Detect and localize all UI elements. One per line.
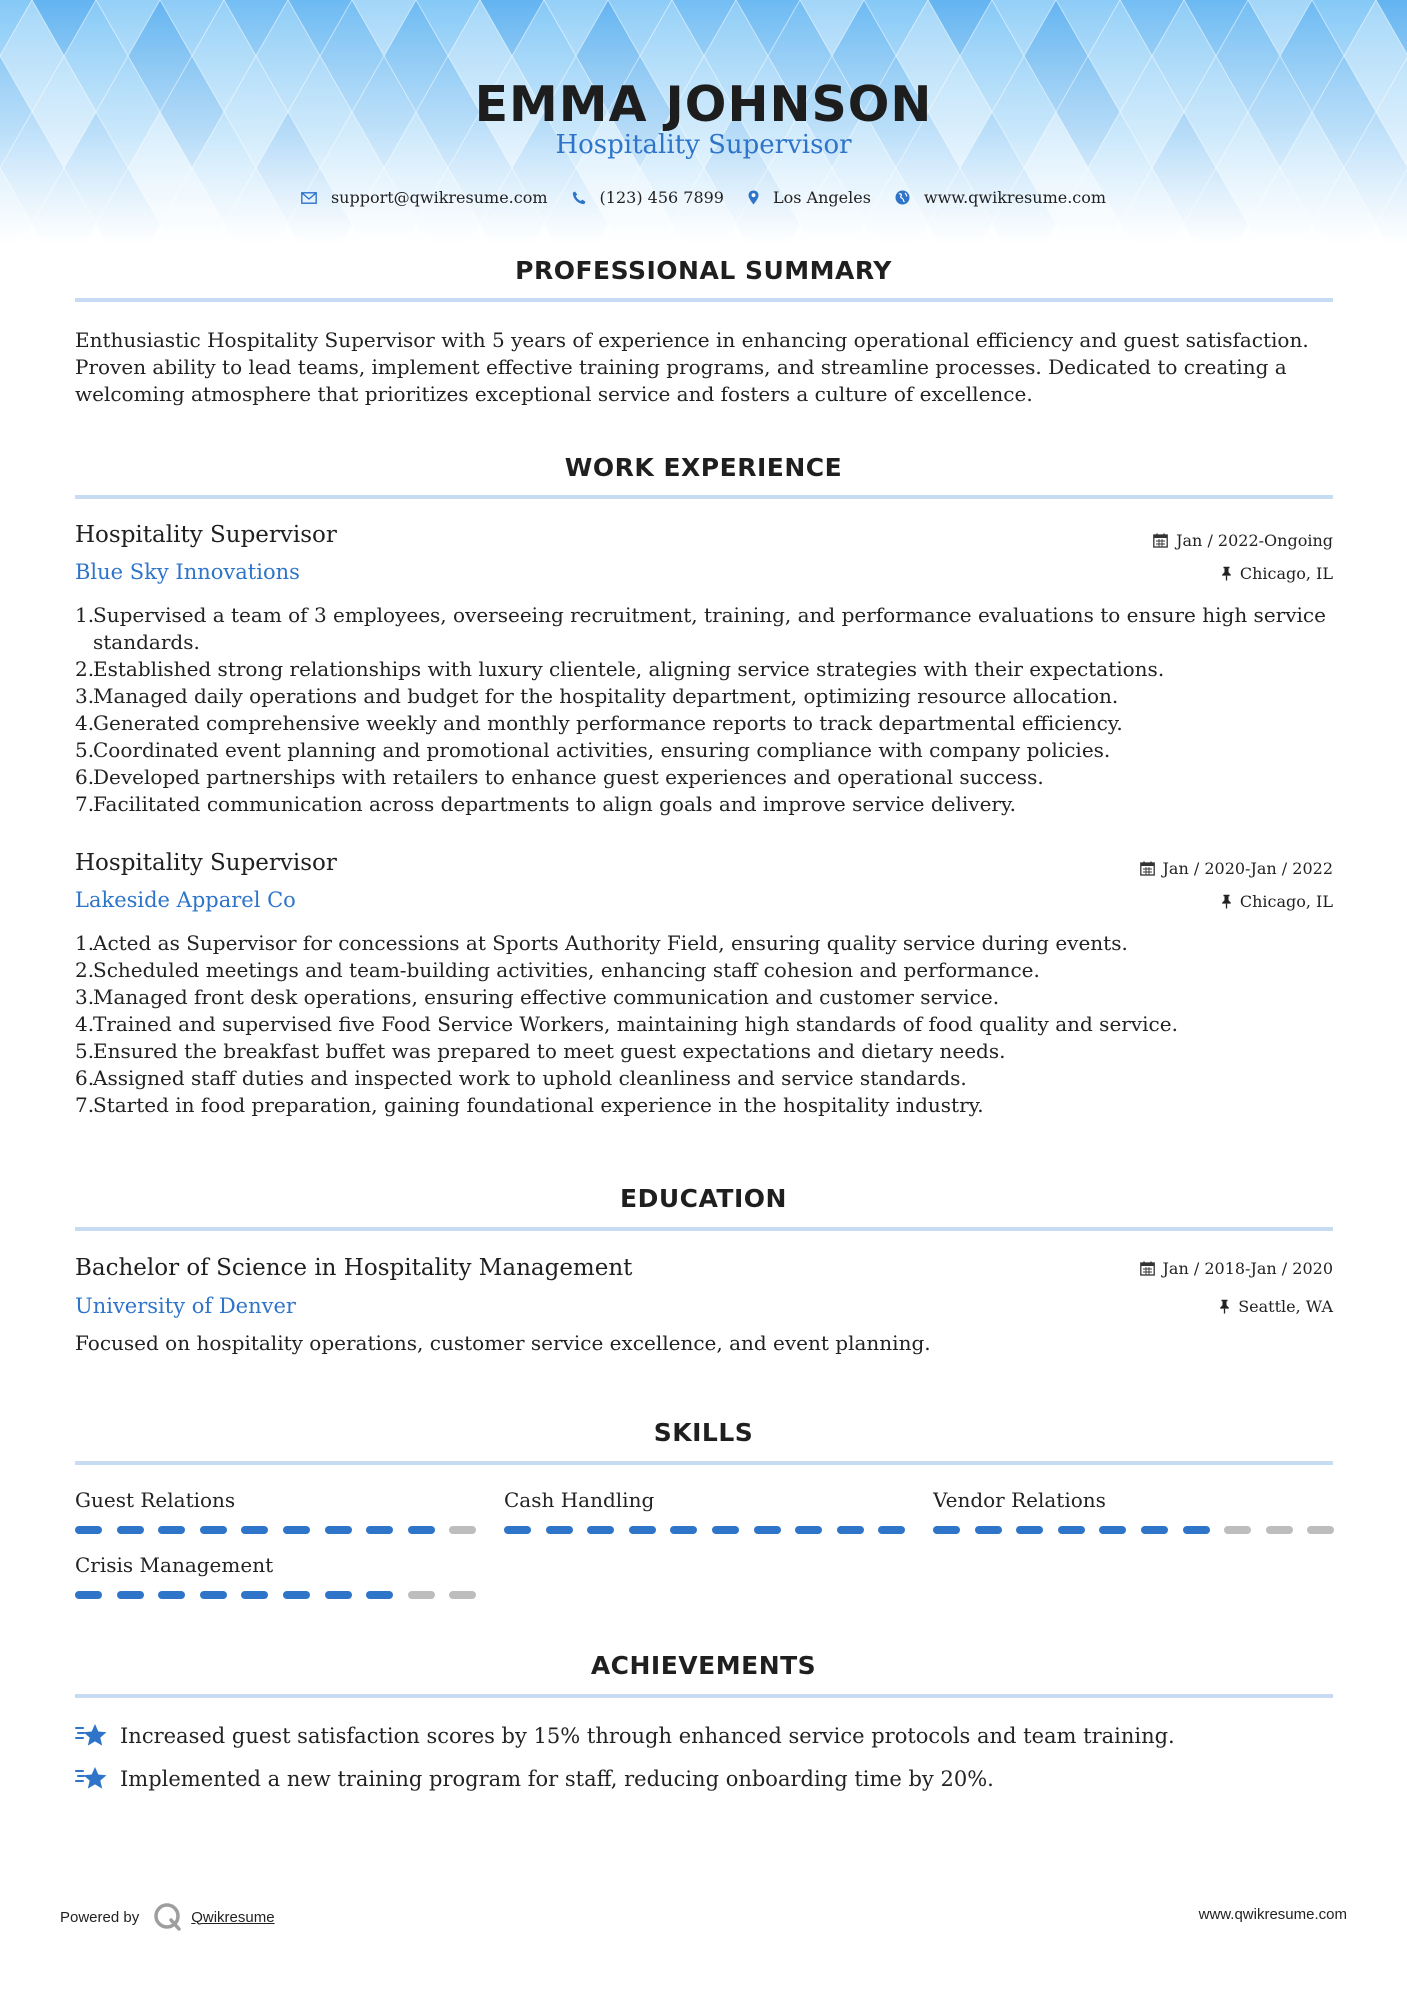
brand-link[interactable]: Qwikresume [191, 1908, 275, 1926]
achievement-text: Implemented a new training program for staff, reducing onboarding time by 20%. [120, 1767, 994, 1791]
pushpin-icon [1219, 1299, 1230, 1314]
skill-dash-filled [408, 1526, 435, 1534]
skill-dash-filled [241, 1591, 268, 1599]
globe-icon [895, 190, 910, 205]
skill-dash-filled [158, 1526, 185, 1534]
skill-dash-filled [75, 1591, 102, 1599]
summary-text: Enthusiastic Hospitality Supervisor with 5 years of experience in enhancing operational efficiency and guest satisfaction. Proven ability to lead teams, implement effective training programs, and streamline processes. Dedicated to creating a welcoming atmosphere that prioritizes exceptional service and fosters a culture of excellence. [75, 328, 1309, 406]
education-description: Focused on hospitality operations, customer service excellence, and event planning. [75, 1331, 931, 1355]
skill-dash-filled [587, 1526, 614, 1534]
achievements-divider [75, 1694, 1333, 1698]
skill-dash-filled [117, 1591, 144, 1599]
job-dates-text: Jan / 2020-Jan / 2022 [1162, 859, 1333, 878]
list-item: 3. Managed daily operations and budget for the hospitality department, optimizing resource allocation. [75, 684, 1119, 708]
job-dates [1140, 859, 1333, 878]
list-item: 1. Acted as Supervisor for concessions at Sports Authority Field, ensuring quality service during events. [75, 931, 1128, 955]
list-item: 3. Managed front desk operations, ensuring effective communication and customer service. [75, 985, 1000, 1009]
degree-title: Bachelor of Science in Hospitality Management [75, 1255, 633, 1281]
list-item: 6. Developed partnerships with retailers to enhance guest experiences and operational success. [75, 765, 1044, 789]
skill-dash-filled [670, 1526, 697, 1534]
list-item: 6. Assigned staff duties and inspected work to uphold cleanliness and service standards. [75, 1066, 967, 1090]
skill-dash-filled [1099, 1526, 1126, 1534]
skill-dash-filled [283, 1591, 310, 1599]
summary-divider [75, 298, 1333, 302]
education-divider [75, 1227, 1333, 1231]
phone-text: (123) 456 7899 [599, 188, 724, 207]
skill-dash-filled [241, 1526, 268, 1534]
skill-rating-bar [75, 1526, 491, 1534]
contact-location [748, 188, 871, 207]
skill-label: Crisis Management [75, 1553, 274, 1577]
achievement-item [75, 1722, 1175, 1750]
skill-dash-filled [878, 1526, 905, 1534]
list-item: 1. Supervised a team of 3 employees, overseeing recruitment, training, and performance evaluations to ensure high service standards. [75, 603, 1326, 654]
skill-rating-bar [504, 1526, 920, 1534]
skill-dash-empty [1224, 1526, 1251, 1534]
skill-dash-empty [1307, 1526, 1334, 1534]
skill-rating-bar [933, 1526, 1349, 1534]
skill-dash-filled [837, 1526, 864, 1534]
job-location [1221, 892, 1333, 911]
skill-label: Guest Relations [75, 1488, 236, 1512]
skill-dash-filled [366, 1526, 393, 1534]
education-location-text: Seattle, WA [1238, 1297, 1333, 1316]
skill-dash-filled [754, 1526, 781, 1534]
company-name: Blue Sky Innovations [75, 560, 300, 584]
skill-dash-empty [1266, 1526, 1293, 1534]
pushpin-icon [1221, 566, 1232, 581]
skills-heading: SKILLS [653, 1418, 754, 1447]
star-icon [75, 1722, 108, 1750]
achievement-item [75, 1765, 994, 1793]
contact-email[interactable] [301, 188, 548, 207]
envelope-icon [301, 192, 317, 204]
skill-rating-bar [75, 1591, 491, 1599]
website-text: www.qwikresume.com [923, 188, 1107, 207]
list-item: 2. Established strong relationships with luxury clientele, aligning service strategies with their expectations. [75, 657, 1165, 681]
skill-dash-filled [158, 1591, 185, 1599]
job-location-text: Chicago, IL [1239, 564, 1333, 583]
achievements-heading: ACHIEVEMENTS [590, 1651, 817, 1680]
skill-dash-empty [449, 1591, 476, 1599]
job-dates [1153, 531, 1333, 550]
achievement-text: Increased guest satisfaction scores by 15% through enhanced service protocols and team training. [120, 1724, 1175, 1748]
calendar-icon [1153, 533, 1168, 548]
list-item: 5. Coordinated event planning and promotional activities, ensuring compliance with company policies. [75, 738, 1111, 762]
job-bullets [75, 930, 1337, 1119]
footer-site[interactable]: www.qwikresume.com [1198, 1906, 1347, 1923]
skill-dash-filled [325, 1526, 352, 1534]
education-dates-text: Jan / 2018-Jan / 2020 [1162, 1259, 1333, 1278]
skill-dash-filled [117, 1526, 144, 1534]
experience-heading: WORK EXPERIENCE [564, 453, 843, 482]
skill-dash-filled [1183, 1526, 1210, 1534]
skill-dash-filled [1058, 1526, 1085, 1534]
job-title: Hospitality Supervisor [75, 850, 337, 876]
experience-divider [75, 495, 1333, 499]
qwikresume-logo-icon [153, 1902, 183, 1932]
phone-icon [572, 191, 586, 205]
skill-dash-filled [366, 1591, 393, 1599]
map-pin-icon [748, 190, 759, 205]
skill-dash-filled [504, 1526, 531, 1534]
job-dates-text: Jan / 2022-Ongoing [1176, 531, 1333, 550]
star-icon [75, 1765, 108, 1793]
calendar-icon [1140, 1261, 1155, 1276]
skill-dash-filled [1141, 1526, 1168, 1534]
calendar-icon [1140, 861, 1155, 876]
skill-dash-filled [546, 1526, 573, 1534]
skill-dash-filled [933, 1526, 960, 1534]
list-item: 4. Generated comprehensive weekly and monthly performance reports to track departmental efficiency. [75, 711, 1123, 735]
powered-by-text: Powered by [60, 1908, 140, 1926]
skill-dash-filled [283, 1526, 310, 1534]
education-dates [1140, 1259, 1333, 1278]
list-item: 4. Trained and supervised five Food Service Workers, maintaining high standards of food quality and service. [75, 1012, 1178, 1036]
skill-label: Vendor Relations [933, 1488, 1106, 1512]
list-item: 5. Ensured the breakfast buffet was prepared to meet guest expectations and dietary needs. [75, 1039, 1006, 1063]
skill-dash-empty [449, 1526, 476, 1534]
job-bullets [75, 602, 1337, 818]
list-item: 7. Facilitated communication across departments to align goals and improve service delivery. [75, 792, 1016, 816]
education-heading: EDUCATION [620, 1184, 787, 1213]
job-title: Hospitality Supervisor [75, 522, 337, 548]
contact-bar [0, 188, 1407, 207]
contact-phone[interactable] [572, 188, 724, 207]
location-text: Los Angeles [772, 188, 871, 207]
job-location [1221, 564, 1333, 583]
skills-divider [75, 1461, 1333, 1465]
skill-dash-filled [1016, 1526, 1043, 1534]
list-item: 7. Started in food preparation, gaining foundational experience in the hospitality industry. [75, 1093, 984, 1117]
skill-dash-filled [712, 1526, 739, 1534]
skill-dash-empty [408, 1591, 435, 1599]
skill-dash-filled [200, 1526, 227, 1534]
skill-dash-filled [325, 1591, 352, 1599]
skill-dash-filled [200, 1591, 227, 1599]
school-name: University of Denver [75, 1294, 296, 1318]
skill-label: Cash Handling [504, 1488, 655, 1512]
summary-heading: PROFESSIONAL SUMMARY [515, 256, 892, 285]
candidate-name: EMMA JOHNSON [474, 76, 933, 133]
skill-dash-filled [629, 1526, 656, 1534]
skill-dash-filled [75, 1526, 102, 1534]
skill-dash-filled [975, 1526, 1002, 1534]
email-text: support@qwikresume.com [330, 188, 548, 207]
list-item: 2. Scheduled meetings and team-building activities, enhancing staff cohesion and performance. [75, 958, 1040, 982]
contact-website[interactable] [895, 188, 1106, 207]
education-location [1219, 1297, 1333, 1316]
candidate-role: Hospitality Supervisor [555, 130, 852, 160]
footer-powered-by [60, 1902, 275, 1932]
job-location-text: Chicago, IL [1239, 892, 1333, 911]
company-name: Lakeside Apparel Co [75, 888, 296, 912]
skill-dash-filled [795, 1526, 822, 1534]
pushpin-icon [1221, 894, 1232, 909]
